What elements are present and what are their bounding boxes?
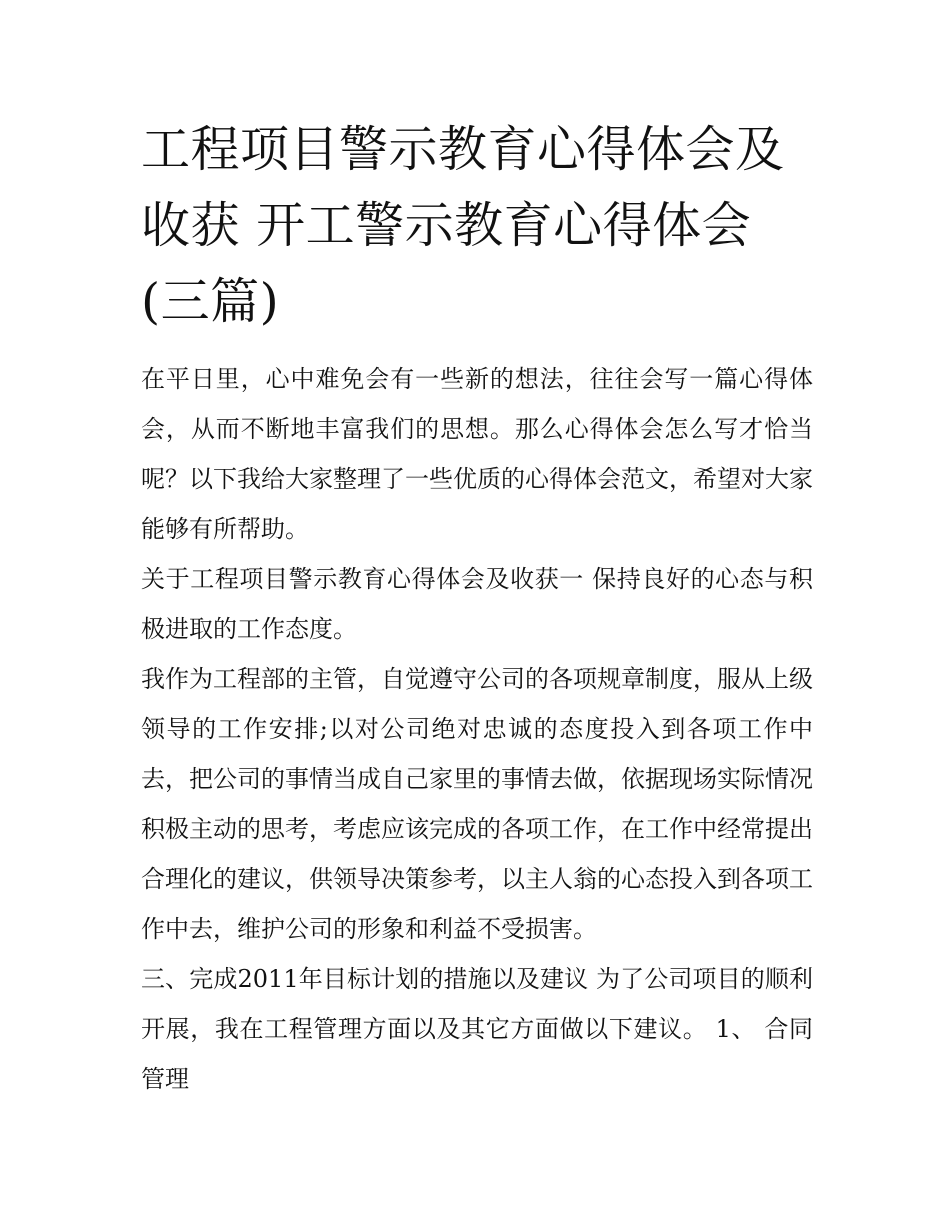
document-title: 工程项目警示教育心得体会及收获 开工警示教育心得体会(三篇) (141, 121, 785, 330)
body-paragraph: 我作为工程部的主管，自觉遵守公司的各项规章制度，服从上级领导的工作安排;以对公司绝对忠诚的态度投入到各项工作中去，把公司的事情当成自己家里的事情去做，依据现场实际情况积极主动的思考，考虑应该完成的各项工作，在工作中经常提出合理化的建议，供领导决策参考，以主人翁的心态投入到各项工作中去，维护公司的形象和利益不受损害。 (141, 665, 813, 943)
section-three-paragraph: 三、完成2011年目标计划的措施以及建议 为了公司项目的顺利开展，我在工程管理方面以及其它方面做以下建议。 1、 合同管理 (141, 965, 813, 1093)
document-body (141, 112, 813, 1104)
section-one-heading: 关于工程项目警示教育心得体会及收获一 保持良好的心态与积极进取的工作态度。 (141, 565, 813, 643)
intro-paragraph: 在平日里，心中难免会有一些新的想法，往往会写一篇心得体会，从而不断地丰富我们的思想。那么心得体会怎么写才恰当呢？以下我给大家整理了一些优质的心得体会范文，希望对大家能够有所帮助。 (141, 365, 813, 543)
